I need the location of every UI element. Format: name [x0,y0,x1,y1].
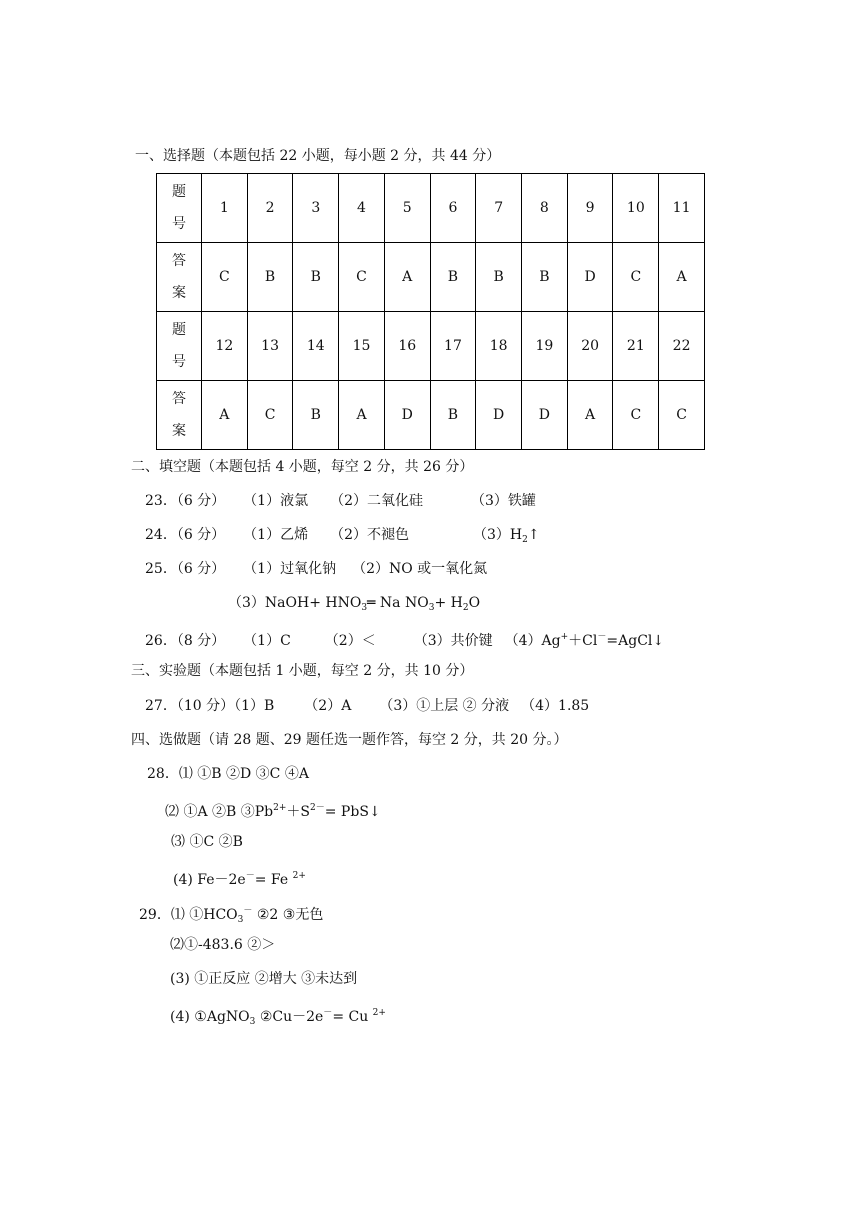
question-27-answer: 27．（10 分）（1）B （2）A （3）①上层 ② 分液 （4）1.85 [145,698,590,714]
question-28-line-2: ⑵ ①A ②B $③Pb^{2+}+S^{2-}=$ PbS↓ [165,803,381,820]
section-3-title: 三、实验题（本题包括 1 小题，每空 2 分，共 10 分） [131,663,474,679]
question-number-cell: 2 [247,174,293,243]
answer-cell: C [247,381,293,450]
answer-cell: B [247,243,293,312]
answer-cell: D [567,243,613,312]
question-23-answer: 23．（6 分） （1）液氯 （2）二氧化硅 （3）铁罐 [145,493,536,509]
answer-cell: C [613,243,659,312]
question-26-answer: 26．（8 分） （1）C （2）＜ （3）共价键 （4）Ag+＋Cl－=AgCl↓ [145,632,665,649]
table-row [157,381,705,450]
table-row [157,243,705,312]
answer-cell: B [430,243,476,312]
section-2-title: 二、填空题（本题包括 4 小题，每空 2 分，共 26 分） [131,459,474,475]
question-number-cell: 7 [476,174,522,243]
question-number-cell: 9 [567,174,613,243]
question-number-label: 题 号 [157,312,202,381]
question-number-cell: 18 [476,312,522,381]
question-29-line-2: ⑵①-483.6 ②＞ [170,937,276,953]
question-number-cell: 4 [339,174,385,243]
question-28-line-3: ⑶ ①C ②B [171,834,243,850]
question-29-line-3: (3) ①正反应 ②增大 ③未达到 [170,971,358,987]
question-number-cell: 15 [339,312,385,381]
answer-cell: A [202,381,248,450]
question-29-line-4: (4) ①AgNO$_3$ ②Cu－2e－= Cu $^{2+}$ [170,1008,386,1027]
question-number-cell: 12 [202,312,248,381]
answer-cell: C [613,381,659,450]
question-number-cell: 14 [293,312,339,381]
answer-cell: B [476,243,522,312]
table-row [157,174,705,243]
question-number-cell: 10 [613,174,659,243]
answer-cell: A [339,381,385,450]
answer-cell: B [430,381,476,450]
question-number-cell: 16 [384,312,430,381]
answer-table [156,173,705,450]
question-number-cell: 6 [430,174,476,243]
question-number-cell: 1 [202,174,248,243]
question-number-cell: 20 [567,312,613,381]
question-number-cell: 3 [293,174,339,243]
section-1-title: 一、选择题（本题包括 22 小题，每小题 2 分，共 44 分） [135,148,501,164]
question-29-line-1: 29．⑴ $①HCO_3^-$ ②2 ③无色 [139,906,324,925]
answer-cell: C [659,381,705,450]
question-number-cell: 11 [659,174,705,243]
answer-cell: D [522,381,568,450]
table-row [157,312,705,381]
question-number-label: 题 号 [157,174,202,243]
answer-cell: C [202,243,248,312]
question-25-equation: （3）NaOH+ $HNO_3═$ Na $NO_3+ H_2O$ [228,595,481,613]
section-4-title: 四、选做题（请 28 题、29 题任选一题作答，每空 2 分，共 20 分。） [131,732,568,748]
answer-cell: B [293,243,339,312]
answer-cell: A [567,381,613,450]
answer-cell: B [293,381,339,450]
question-28-line-1: 28．⑴ ①B ②D ③C ④A [147,766,309,782]
question-number-cell: 17 [430,312,476,381]
question-number-cell: 8 [522,174,568,243]
answer-cell: C [339,243,385,312]
question-number-cell: 21 [613,312,659,381]
answer-cell: A [659,243,705,312]
question-number-cell: 19 [522,312,568,381]
answer-cell: A [384,243,430,312]
answer-cell: B [522,243,568,312]
question-24-answer: 24．（6 分） （1）乙烯 （2）不褪色 $(3)H_2↑$ [145,527,540,545]
question-number-cell: 13 [247,312,293,381]
question-number-cell: 5 [384,174,430,243]
answer-cell: D [384,381,430,450]
question-28-line-4: (4) Fe－2e－= Fe $^{2+}$ [173,871,306,888]
question-25-answer: 25．（6 分） （1）过氧化钠 （2）NO 或一氧化氮 [145,561,488,577]
answer-cell: D [476,381,522,450]
answer-label: 答 案 [157,381,202,450]
question-number-cell: 22 [659,312,705,381]
answer-label: 答 案 [157,243,202,312]
